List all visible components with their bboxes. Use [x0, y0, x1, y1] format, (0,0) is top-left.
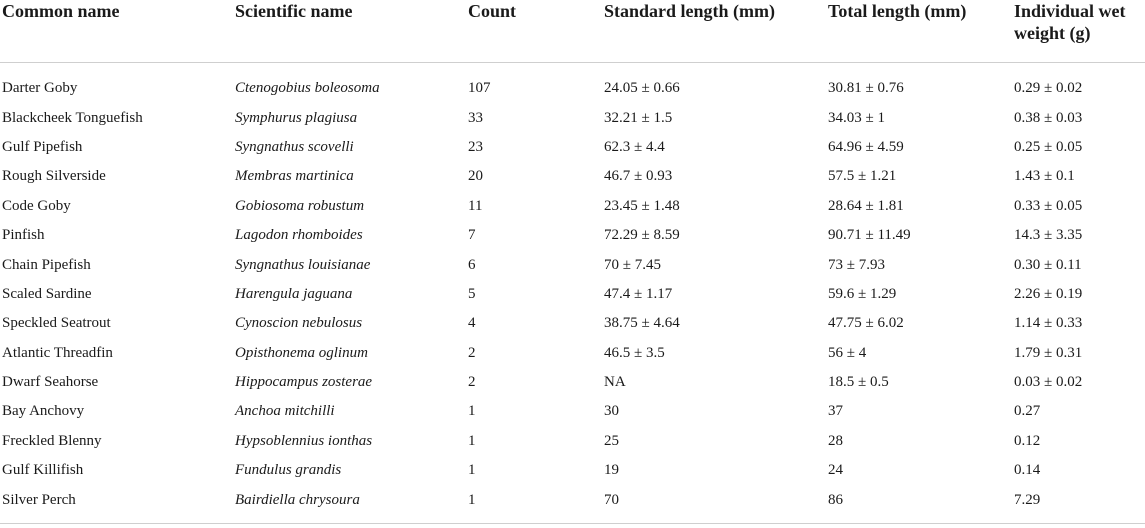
cell-common-name: Gulf Pipefish: [2, 138, 83, 155]
table-row: [0, 63, 1145, 104]
cell-standard-length: 38.75 ± 4.64: [604, 315, 680, 332]
cell-wet-weight: 0.33 ± 0.05: [1014, 197, 1083, 214]
cell-wet-weight: 0.03 ± 0.02: [1014, 374, 1083, 391]
header-row: [0, 0, 1145, 63]
cell-standard-length: NA: [604, 374, 626, 391]
cell-total-length: 28: [828, 432, 843, 449]
cell-common-name: Bay Anchovy: [2, 403, 85, 420]
cell-wet-weight: 0.29 ± 0.02: [1014, 80, 1083, 97]
cell-wet-weight: 0.14: [1014, 462, 1041, 479]
table-row: [0, 133, 1145, 162]
cell-scientific-name: Symphurus plagiusa: [235, 109, 358, 126]
cell-scientific-name: Opisthonema oglinum: [235, 344, 368, 361]
cell-count: 1: [468, 403, 476, 420]
table-body: [0, 63, 1145, 515]
header-count: Count: [466, 0, 602, 63]
cell-wet-weight: 0.25 ± 0.05: [1014, 138, 1083, 155]
cell-total-length: 34.03 ± 1: [828, 109, 885, 126]
cell-count: 1: [468, 491, 476, 508]
cell-wet-weight: 14.3 ± 3.35: [1014, 227, 1083, 244]
table-header: [0, 0, 1145, 63]
cell-standard-length: 46.5 ± 3.5: [604, 344, 665, 361]
cell-total-length: 47.75 ± 6.02: [828, 315, 904, 332]
cell-count: 4: [468, 315, 476, 332]
cell-scientific-name: Anchoa mitchilli: [235, 403, 335, 420]
cell-scientific-name: Syngnathus louisianae: [235, 256, 371, 273]
cell-scientific-name: Harengula jaguana: [235, 285, 353, 302]
cell-total-length: 24: [828, 462, 843, 479]
cell-standard-length: 25: [604, 432, 619, 449]
cell-count: 2: [468, 344, 476, 361]
cell-total-length: 86: [828, 491, 843, 508]
cell-scientific-name: Fundulus grandis: [235, 462, 342, 479]
table-bottom-rule: [0, 523, 1145, 524]
cell-wet-weight: 1.14 ± 0.33: [1014, 315, 1083, 332]
cell-common-name: Chain Pipefish: [2, 256, 91, 273]
cell-common-name: Silver Perch: [2, 491, 76, 508]
cell-standard-length: 23.45 ± 1.48: [604, 197, 680, 214]
table-row: [0, 456, 1145, 485]
cell-total-length: 37: [828, 403, 843, 420]
header-common-name: Common name: [0, 0, 233, 63]
cell-scientific-name: Hypsoblennius ionthas: [235, 432, 373, 449]
cell-total-length: 18.5 ± 0.5: [828, 374, 889, 391]
table-row: [0, 485, 1145, 514]
header-standard-length: Standard length (mm): [602, 0, 826, 63]
header-scientific-name: Scientific name: [233, 0, 466, 63]
cell-scientific-name: Cynoscion nebulosus: [235, 315, 363, 332]
cell-wet-weight: 0.38 ± 0.03: [1014, 109, 1083, 126]
cell-total-length: 64.96 ± 4.59: [828, 138, 904, 155]
cell-common-name: Atlantic Threadfin: [2, 344, 113, 361]
cell-scientific-name: Lagodon rhomboides: [235, 227, 363, 244]
cell-common-name: Gulf Killifish: [2, 462, 84, 479]
cell-common-name: Scaled Sardine: [2, 285, 92, 302]
cell-total-length: 28.64 ± 1.81: [828, 197, 904, 214]
cell-wet-weight: 0.30 ± 0.11: [1014, 256, 1082, 273]
cell-common-name: Darter Goby: [2, 80, 78, 97]
cell-standard-length: 70: [604, 491, 619, 508]
header-wet-weight: Individual wet weight (g): [1012, 0, 1145, 63]
cell-count: 7: [468, 227, 476, 244]
table-row: [0, 427, 1145, 456]
cell-scientific-name: Syngnathus scovelli: [235, 138, 354, 155]
cell-standard-length: 46.7 ± 0.93: [604, 168, 673, 185]
table-row: [0, 221, 1145, 250]
cell-common-name: Freckled Blenny: [2, 432, 102, 449]
cell-count: 6: [468, 256, 476, 273]
cell-common-name: Code Goby: [2, 197, 71, 214]
cell-count: 33: [468, 109, 483, 126]
header-total-length: Total length (mm): [826, 0, 1012, 63]
cell-standard-length: 19: [604, 462, 619, 479]
cell-wet-weight: 1.43 ± 0.1: [1014, 168, 1075, 185]
cell-common-name: Blackcheek Tonguefish: [2, 109, 143, 126]
cell-count: 20: [468, 168, 483, 185]
table-row: [0, 280, 1145, 309]
cell-common-name: Pinfish: [2, 227, 45, 244]
cell-wet-weight: 7.29: [1014, 491, 1041, 508]
cell-wet-weight: 0.12: [1014, 432, 1041, 449]
cell-wet-weight: 1.79 ± 0.31: [1014, 344, 1083, 361]
cell-standard-length: 32.21 ± 1.5: [604, 109, 673, 126]
table-row: [0, 397, 1145, 426]
cell-scientific-name: Gobiosoma robustum: [235, 197, 365, 214]
cell-total-length: 73 ± 7.93: [828, 256, 885, 273]
cell-count: 1: [468, 462, 476, 479]
cell-common-name: Dwarf Seahorse: [2, 374, 99, 391]
cell-scientific-name: Bairdiella chrysoura: [235, 491, 360, 508]
cell-standard-length: 70 ± 7.45: [604, 256, 661, 273]
cell-total-length: 59.6 ± 1.29: [828, 285, 897, 302]
cell-count: 107: [468, 80, 491, 97]
cell-standard-length: 62.3 ± 4.4: [604, 138, 665, 155]
cell-scientific-name: Hippocampus zosterae: [235, 374, 373, 391]
cell-common-name: Speckled Seatrout: [2, 315, 111, 332]
table-row: [0, 368, 1145, 397]
table-row: [0, 309, 1145, 338]
cell-total-length: 90.71 ± 11.49: [828, 227, 911, 244]
table-row: [0, 162, 1145, 191]
table-row: [0, 339, 1145, 368]
cell-wet-weight: 2.26 ± 0.19: [1014, 285, 1083, 302]
cell-standard-length: 72.29 ± 8.59: [604, 227, 680, 244]
cell-common-name: Rough Silverside: [2, 168, 106, 185]
cell-total-length: 56 ± 4: [828, 344, 867, 361]
cell-standard-length: 24.05 ± 0.66: [604, 80, 680, 97]
cell-scientific-name: Membras martinica: [235, 168, 354, 185]
cell-count: 1: [468, 432, 476, 449]
cell-scientific-name: Ctenogobius boleosoma: [235, 80, 380, 97]
cell-count: 2: [468, 374, 476, 391]
cell-count: 23: [468, 138, 483, 155]
table-row: [0, 103, 1145, 132]
table-row: [0, 250, 1145, 279]
table-row: [0, 192, 1145, 221]
cell-standard-length: 30: [604, 403, 619, 420]
cell-count: 5: [468, 285, 476, 302]
cell-wet-weight: 0.27: [1014, 403, 1041, 420]
cell-count: 11: [468, 197, 483, 214]
cell-total-length: 30.81 ± 0.76: [828, 80, 904, 97]
cell-total-length: 57.5 ± 1.21: [828, 168, 897, 185]
cell-standard-length: 47.4 ± 1.17: [604, 285, 673, 302]
